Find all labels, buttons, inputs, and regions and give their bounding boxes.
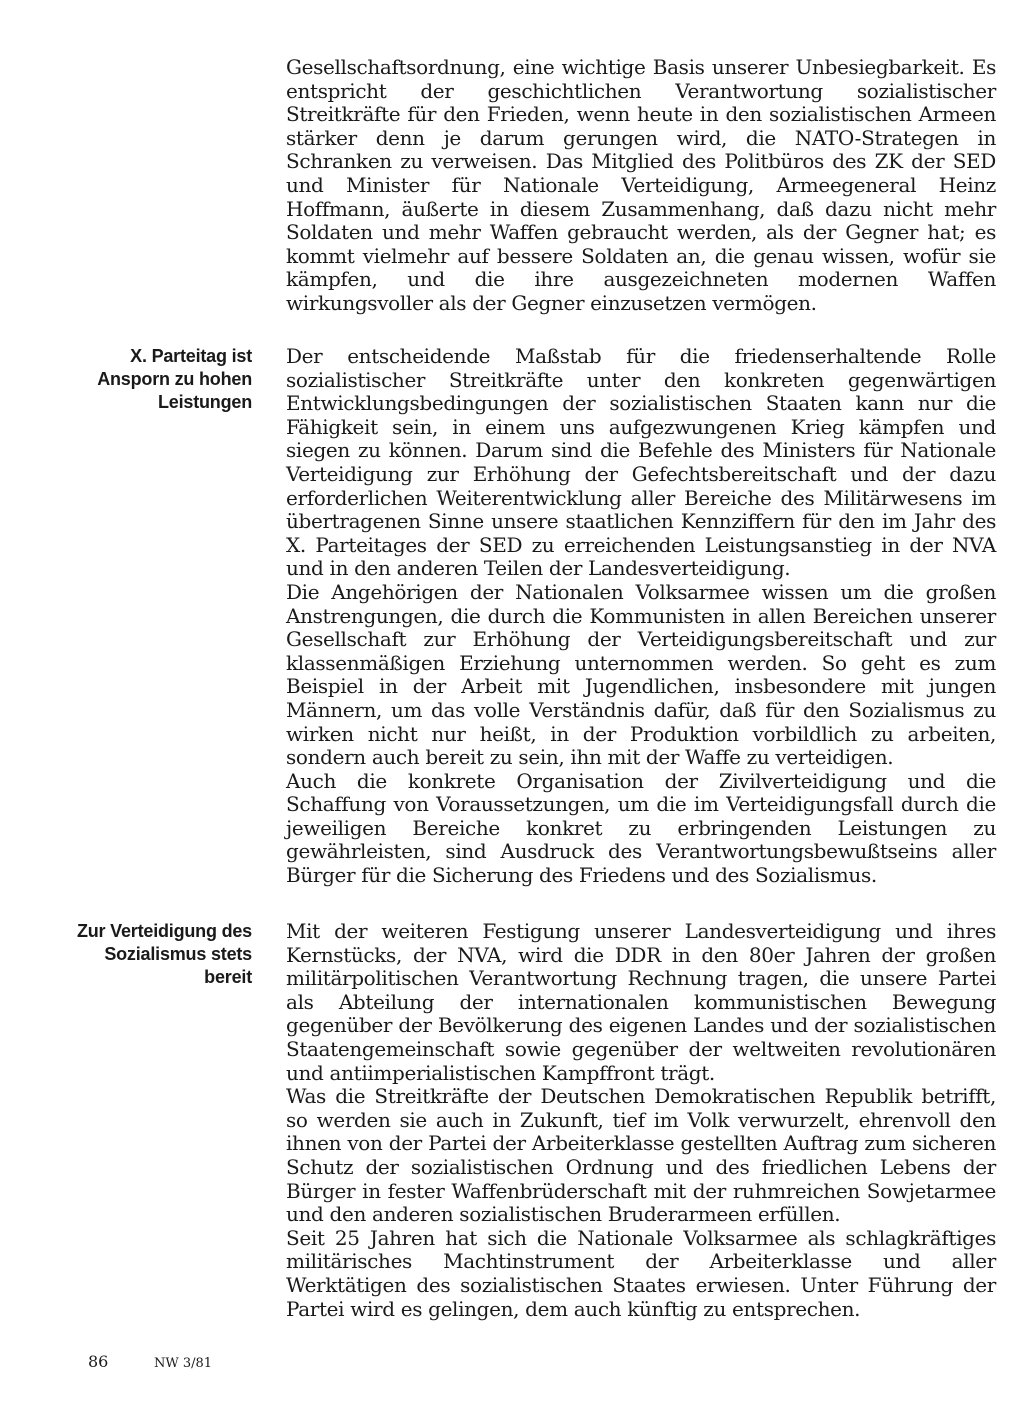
section-2-text xyxy=(286,345,996,888)
margin-heading-parteitag: X. Parteitag ist Ansporn zu hohen Leistungen xyxy=(97,346,252,412)
section-3-text xyxy=(286,920,996,1321)
issue-label: NW 3/81 xyxy=(154,1356,213,1371)
margin-heading-verteidigung: Zur Verteidigung des Sozialismus stets bereit xyxy=(76,921,252,987)
paragraph: Die Angehörigen der Nationalen Volksarmee wissen um die großen Anstrengungen, die durch die Kommunisten in allen Bereichen unserer Gesellschaft zur Erhöhung der Verteidigungsbereitschaft und zur klassenmäßigen Erziehung unternommen werden. So geht es zum Beispiel in der Arbeit mit Jugendlichen, insbesondere mit jungen Männern, um das volle Verständnis dafür, daß für den Sozialismus zu wirken nicht nur heißt, in der Produktion vorbildlich zu arbeiten, sondern auch bereit zu sein, ihn mit der Waffe zu verteidigen. xyxy=(286,579,996,770)
paragraph: Auch die konkrete Organisation der Zivilverteidigung und die Schaffung von Voraussetzungen, um die im Verteidigungsfall durch die jeweiligen Bereiche konkret zu erbringenden Leistungen zu gewährleisten, sind Ausdruck des Verantwortungsbewußtseins aller Bürger für die Sicherung des Friedens und des Sozialismus. xyxy=(286,768,996,888)
paragraph: Mit der weiteren Festigung unserer Landesverteidigung und ihres Kernstücks, der NVA, wird die DDR in den 80er Jahren der großen militärpolitischen Verantwortung Rechnung tragen, die unsere Partei als Abteilung der internationalen kommunistischen Bewegung gegenüber der Bevölkerung des eigenen Landes und der sozialistischen Staatengemeinschaft sowie gegenüber der weltweiten revolutionären und antiimperialistischen Kampffront trägt. xyxy=(286,919,996,1085)
paragraph: Seit 25 Jahren hat sich die Nationale Volksarmee als schlagkräftiges militärisches Machtinstrument der Arbeiterklasse und aller Werktätigen des sozialistischen Staates erwiesen. Unter Führung der Partei wird es gelingen, dem auch künftig zu entsprechen. xyxy=(286,1225,996,1321)
section-1-text xyxy=(286,56,996,316)
paragraph: Was die Streitkräfte der Deutschen Demokratischen Republik betrifft, so werden sie auch in Zukunft, tief im Volk verwurzelt, ehrenvoll den ihnen von der Partei der Arbeiterklasse gestellten Auftrag zum sicheren Schutz der sozialistischen Ordnung und des friedlichen Lebens der Bürger in fester Waffenbrüderschaft mit der ruhmreichen Sowjetarmee und den anderen sozialistischen Bruderarmeen erfüllen. xyxy=(286,1084,996,1227)
paragraph: Gesellschaftsordnung, eine wichtige Basis unserer Unbesiegbarkeit. Es entspricht der geschichtlichen Verantwortung sozialistischer Streitkräfte für den Frieden, wenn heute in den sozialistischen Armeen stärker denn je darum gerungen wird, die NATO-Strategen in Schranken zu verweisen. Das Mitglied des Politbüros des ZK der SED und Minister für Nationale Verteidigung, Armeegeneral Heinz Hoffmann, äußerte in diesem Zusammenhang, daß dazu nicht mehr Soldaten und mehr Waffen gebraucht werden, als der Gegner hat; es kommt vielmehr auf bessere Soldaten an, die genau wissen, wofür sie kämpfen, und die ihre ausgezeichneten modernen Waffen wirkungsvoller als der Gegner einzusetzen vermögen. xyxy=(286,55,996,315)
page-number: 86 xyxy=(88,1352,109,1371)
paragraph: Der entscheidende Maßstab für die friedenserhaltende Rolle sozialistischer Streitkräfte unter den konkreten gegenwärtigen Entwicklungsbedingungen der sozialistischen Staaten kann nur die Fähigkeit sein, in einem uns aufgezwungenen Krieg kämpfen und siegen zu können. Darum sind die Befehle des Ministers für Nationale Verteidigung zur Erhöhung der Gefechtsbereitschaft und der dazu erforderlichen Weiterentwicklung aller Bereiche des Militärwesens im übertragenen Sinne unsere staatlichen Kennziffern für den im Jahr des X. Parteitages der SED zu erreichenden Leistungsanstieg in der NVA und in den anderen Teilen der Landesverteidigung. xyxy=(286,344,996,581)
